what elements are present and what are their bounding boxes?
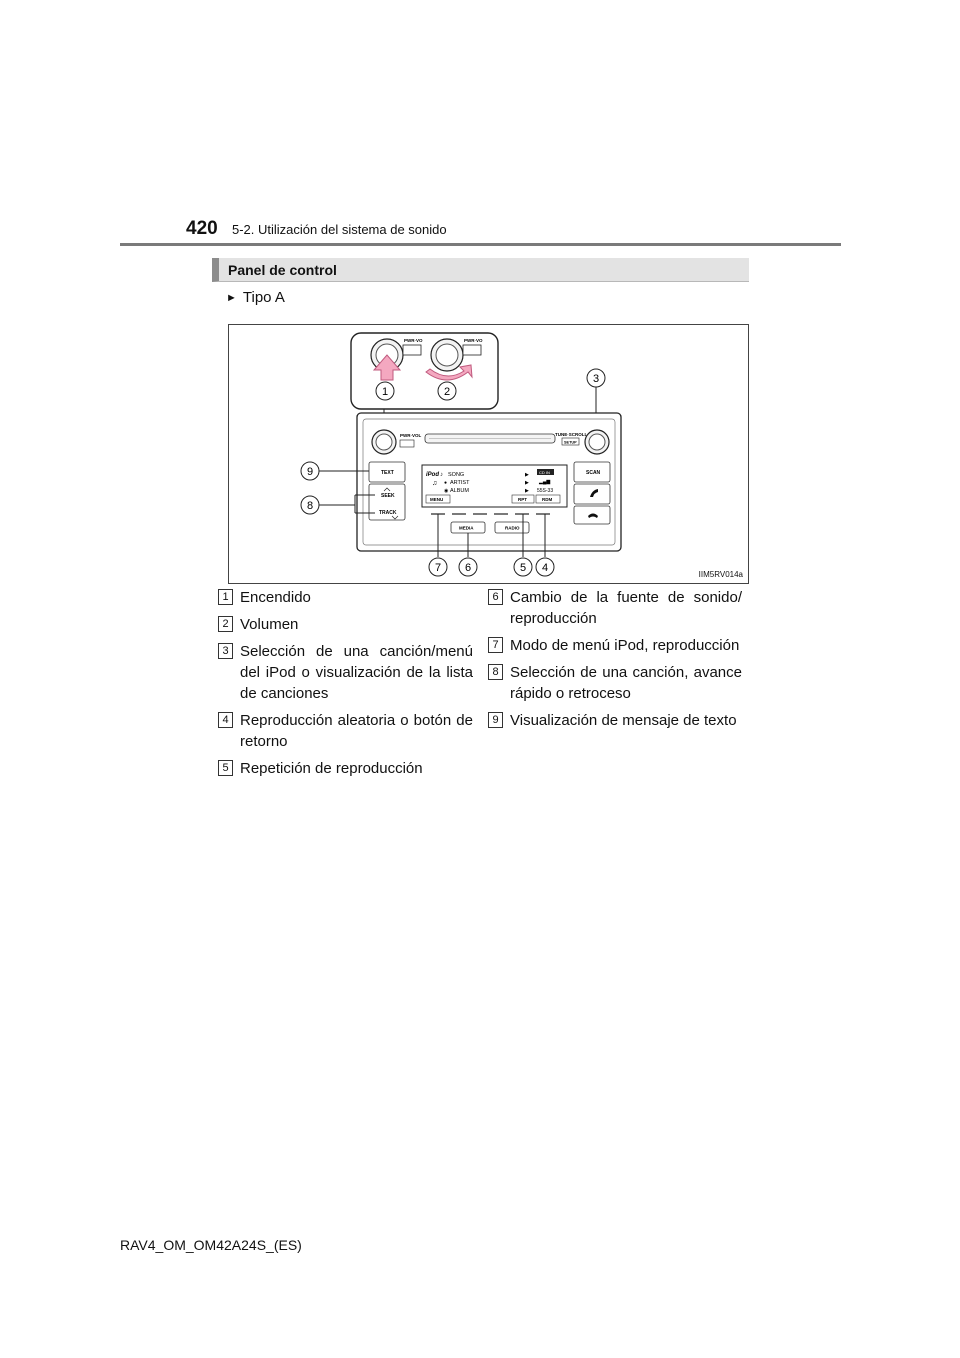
legend-text: Cambio de la fuente de sonido/ reproducción <box>510 589 742 627</box>
legend-text: Modo de menú iPod, reproducción <box>510 637 740 654</box>
seek-button-label: SEEK <box>381 493 395 499</box>
person-icon: ● <box>444 480 448 486</box>
screen-rpt-label: RPT <box>518 497 527 502</box>
play-arrow-icon: ▶ <box>525 488 529 494</box>
chapter-title: 5-2. Utilización del sistema de sonido <box>232 222 447 237</box>
music-notes-icon: ♫ <box>432 480 438 487</box>
pwr-vol-label: PWR·VOL <box>400 433 422 438</box>
legend-number: 7 <box>488 637 503 653</box>
subsection-line <box>226 289 285 306</box>
figure-id: IIM5RV014a <box>698 570 743 579</box>
section-bar <box>212 258 749 282</box>
callout-5: 5 <box>519 562 527 574</box>
screen-time: 55S-33 <box>537 488 554 494</box>
screen-song: SONG <box>448 472 465 478</box>
knob1-label: PWR·VO <box>404 338 423 343</box>
legend-text: Selección de una canción/menú del iPod o visualización de la lista de canciones <box>240 643 473 702</box>
legend-item <box>218 758 473 779</box>
knob-inset <box>351 333 498 409</box>
legend-right <box>488 587 742 737</box>
play-arrow-icon: ▶ <box>525 480 529 486</box>
subsection-title: Tipo A <box>242 289 285 306</box>
radio-button-label: RADIO <box>505 525 520 531</box>
legend-number: 4 <box>218 712 233 728</box>
legend-number: 2 <box>218 616 233 632</box>
callout-6: 6 <box>464 562 472 574</box>
legend-item <box>218 587 473 608</box>
media-button-label: MEDIA <box>459 525 474 531</box>
screen-rdm-label: RDM <box>542 497 553 502</box>
legend-left <box>218 587 473 785</box>
screen-artist: ARTIST <box>450 480 470 486</box>
callout-9: 9 <box>306 466 314 478</box>
legend-text: Selección de una canción, avance rápido o retroceso <box>510 664 742 702</box>
footer-doc-id: RAV4_OM_OM42A24S_(ES) <box>120 1237 302 1253</box>
legend-item <box>488 635 742 656</box>
legend-item <box>488 587 742 629</box>
legend-text: Reproducción aleatoria o botón de retorno <box>240 712 473 750</box>
text-button-label: TEXT <box>381 470 394 476</box>
callout-4: 4 <box>541 562 549 574</box>
callout-1: 1 <box>381 386 389 398</box>
legend-item <box>488 710 742 731</box>
legend-number: 8 <box>488 664 503 680</box>
legend-item <box>488 662 742 704</box>
section-title: Panel de control <box>228 262 337 278</box>
legend-item <box>218 641 473 704</box>
control-panel-illustration <box>229 325 750 585</box>
legend-number: 9 <box>488 712 503 728</box>
signal-bars-icon: ▂▄▆ <box>539 479 551 485</box>
legend-text: Visualización de mensaje de texto <box>510 712 737 729</box>
legend-text: Volumen <box>240 616 299 633</box>
legend-number: 6 <box>488 589 503 605</box>
cd-in-badge: CD IN <box>539 470 550 475</box>
head-unit <box>357 413 621 551</box>
music-note-icon: ♪ <box>440 472 443 478</box>
disc-icon: ◉ <box>444 488 449 494</box>
page-number: 420 <box>186 218 218 239</box>
tune-scroll-label: TUNE·SCROLL <box>555 432 588 437</box>
legend-item <box>218 614 473 635</box>
play-arrow-icon: ▶ <box>525 472 529 478</box>
legend-item <box>218 710 473 752</box>
callout-2: 2 <box>443 386 451 398</box>
legend-number: 5 <box>218 760 233 776</box>
legend-number: 3 <box>218 643 233 659</box>
knob2-label: PWR·VO <box>464 338 483 343</box>
track-button-label: TRACK <box>379 510 397 516</box>
callout-3: 3 <box>592 373 600 385</box>
screen-ipod-label: iPod <box>426 472 439 478</box>
scan-button-label: SCAN <box>586 470 601 476</box>
screen-menu-label: MENU <box>430 497 444 502</box>
callout-7: 7 <box>434 562 442 574</box>
screen-album: ALBUM <box>450 488 469 494</box>
callout-8: 8 <box>306 500 314 512</box>
legend-text: Repetición de reproducción <box>240 760 423 777</box>
legend-text: Encendido <box>240 589 311 606</box>
header-rule <box>120 243 841 246</box>
legend-number: 1 <box>218 589 233 605</box>
setup-label: SETUP <box>564 440 577 445</box>
control-panel-figure <box>228 324 749 584</box>
triangle-arrow-icon: ► <box>226 292 237 304</box>
